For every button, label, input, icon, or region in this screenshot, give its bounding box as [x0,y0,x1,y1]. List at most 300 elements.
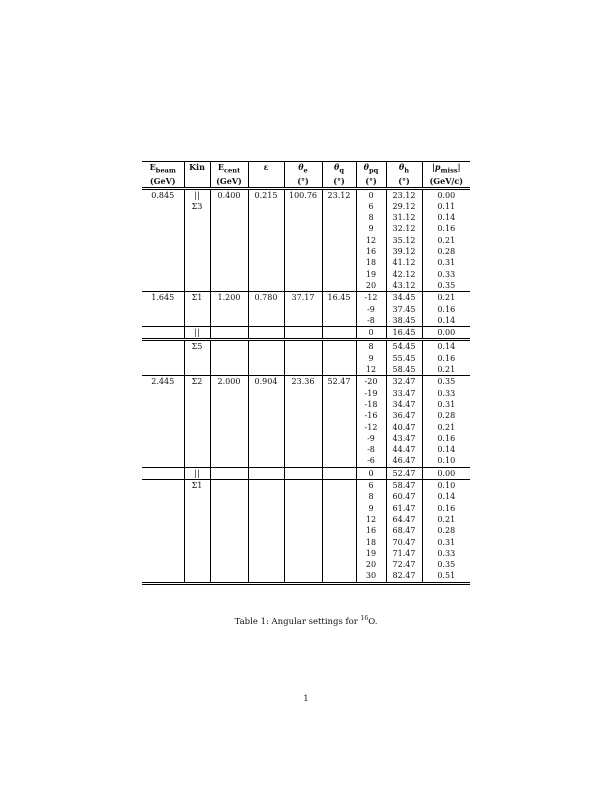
cell-theta-h: 37.45 [386,304,422,315]
cell-theta-e [284,503,322,514]
cell-theta-e [284,257,322,268]
cell-theta-e: 37.17 [284,292,322,304]
cell-kin [184,315,210,327]
cell-ebeam [142,304,184,315]
cell-epsilon [248,257,284,268]
page-number: 1 [303,694,309,704]
cell-theta-e [284,269,322,280]
unit-theta-h: (°) [386,176,422,188]
cell-theta-pq: 0 [356,467,386,479]
cell-kin [184,433,210,444]
cell-epsilon [248,525,284,536]
cell-pmiss: 0.33 [422,548,470,559]
cell-theta-h: 68.47 [386,525,422,536]
cell-theta-q [322,399,356,410]
cell-ebeam [142,223,184,234]
cell-epsilon: 0.215 [248,188,284,201]
cell-theta-h: 34.45 [386,292,422,304]
cell-theta-q [322,480,356,492]
cell-theta-pq: 20 [356,280,386,292]
cell-theta-pq: 6 [356,201,386,212]
cell-theta-e [284,537,322,548]
cell-theta-q [322,364,356,376]
cell-ebeam: 2.445 [151,377,175,387]
cell-ebeam [142,280,184,292]
cell-epsilon: 0.780 [248,292,284,304]
cell-ebeam [142,491,184,502]
cell-pmiss: 0.14 [422,340,470,353]
cell-theta-e [284,353,322,364]
table-row [142,444,470,455]
cell-kin: Σ1 [184,292,210,304]
cell-theta-pq: -12 [356,292,386,304]
cell-theta-h: 34.47 [386,399,422,410]
cell-kin: || [184,327,210,340]
cell-ecent [210,223,248,234]
unit-ebeam: (GeV) [149,176,176,187]
cell-theta-pq: 12 [356,364,386,376]
cell-theta-h: 71.47 [386,548,422,559]
cell-ebeam [142,537,184,548]
table-body [142,188,470,583]
table-row [142,388,470,399]
cell-pmiss: 0.35 [422,280,470,292]
header-row-1 [142,162,470,177]
cell-pmiss: 0.31 [422,257,470,268]
cell-pmiss: 0.10 [422,480,470,492]
settings-table-container [142,161,470,585]
cell-ebeam: 0.845 [151,190,175,200]
cell-theta-h: 31.12 [386,212,422,223]
cell-ecent [210,537,248,548]
cell-epsilon [248,353,284,364]
cell-theta-pq: 20 [356,559,386,570]
cell-epsilon [248,444,284,455]
cell-theta-pq: 0 [356,327,386,340]
cell-epsilon [248,212,284,223]
col-header-theta-pq: $\theta_{pq}$ [356,162,386,177]
cell-theta-e [284,525,322,536]
col-header-epsilon: ε [248,162,284,177]
cell-theta-q [322,235,356,246]
cell-pmiss: 0.00 [422,188,470,201]
cell-ecent [210,480,248,492]
cell-kin [184,223,210,234]
cell-kin [184,246,210,257]
cell-ecent [210,315,248,327]
cell-theta-q [322,444,356,455]
col-header-pmiss: $|p_{miss}|$ [422,162,470,177]
table-row [142,570,470,583]
cell-theta-e [284,399,322,410]
table-row [142,223,470,234]
cell-theta-pq: 8 [356,212,386,223]
cell-theta-pq: 19 [356,269,386,280]
cell-theta-h: 40.47 [386,422,422,433]
cell-theta-h: 42.12 [386,269,422,280]
cell-epsilon [248,570,284,583]
cell-theta-e [284,212,322,223]
cell-epsilon [248,455,284,467]
cell-theta-pq: 30 [356,570,386,583]
cell-theta-pq: -6 [356,455,386,467]
cell-theta-h: 32.12 [386,223,422,234]
cell-ebeam [142,353,184,364]
cell-theta-h: 58.47 [386,480,422,492]
cell-theta-h: 33.47 [386,388,422,399]
cell-theta-q [322,304,356,315]
cell-epsilon [248,340,284,353]
cell-theta-q [322,223,356,234]
cell-ebeam [142,212,184,223]
cell-kin [184,525,210,536]
cell-theta-pq: 19 [356,548,386,559]
table-row [142,455,470,467]
cell-theta-q [322,327,356,340]
cell-ecent [210,353,248,364]
cell-ebeam [142,548,184,559]
cell-pmiss: 0.35 [422,376,470,388]
cell-theta-pq: 16 [356,246,386,257]
table-row [142,327,470,340]
cell-ecent [210,503,248,514]
caption-prefix: Table 1: Angular settings for [234,616,361,627]
cell-ecent [210,304,248,315]
cell-pmiss: 0.31 [422,399,470,410]
cell-kin [184,212,210,223]
cell-kin: Σ5 [184,340,210,353]
cell-theta-pq: 12 [356,235,386,246]
table-row [142,559,470,570]
cell-epsilon [248,422,284,433]
cell-theta-pq: 6 [356,480,386,492]
cell-theta-pq: 16 [356,525,386,536]
cell-theta-e [284,340,322,353]
cell-ecent [210,280,248,292]
cell-ecent [210,491,248,502]
cell-pmiss: 0.21 [422,422,470,433]
angular-settings-table [142,161,470,585]
cell-theta-e [284,388,322,399]
cell-theta-h: 52.47 [386,467,422,479]
cell-pmiss: 0.14 [422,315,470,327]
cell-pmiss: 0.28 [422,246,470,257]
table-row [142,280,470,292]
cell-theta-q [322,491,356,502]
table-row [142,399,470,410]
cell-epsilon [248,235,284,246]
cell-pmiss: 0.21 [422,514,470,525]
table-row [142,480,470,492]
cell-epsilon [248,410,284,421]
cell-theta-q: 23.12 [322,188,356,201]
cell-epsilon [248,433,284,444]
cell-kin: || [184,467,210,479]
col-header-theta-e: $\theta_e$ [284,162,322,177]
table-row [142,188,470,201]
cell-kin [184,537,210,548]
cell-pmiss: 0.21 [422,235,470,246]
cell-theta-h: 72.47 [386,559,422,570]
cell-ecent [210,467,248,479]
cell-theta-q [322,246,356,257]
cell-kin [184,280,210,292]
table-row [142,514,470,525]
cell-theta-h: 54.45 [386,340,422,353]
table-row [142,304,470,315]
cell-epsilon [248,548,284,559]
cell-theta-pq: 9 [356,503,386,514]
cell-theta-q [322,433,356,444]
cell-theta-q [322,455,356,467]
cell-theta-q [322,570,356,583]
caption-suffix: O. [368,616,378,627]
cell-pmiss: 0.51 [422,570,470,583]
cell-theta-h: 16.45 [386,327,422,340]
cell-epsilon [248,223,284,234]
cell-theta-q [322,503,356,514]
cell-epsilon [248,503,284,514]
cell-theta-e [284,559,322,570]
cell-theta-q [322,537,356,548]
cell-theta-e: 100.76 [284,188,322,201]
cell-theta-pq: -12 [356,422,386,433]
cell-epsilon [248,201,284,212]
cell-ebeam [142,480,184,492]
cell-kin [184,364,210,376]
cell-theta-pq: 9 [356,223,386,234]
cell-theta-pq: 18 [356,537,386,548]
cell-theta-q [322,201,356,212]
cell-pmiss: 0.14 [422,444,470,455]
header-row-2 [142,176,470,188]
caption-isotope-mass: 16 [360,615,369,622]
cell-theta-h: 36.47 [386,410,422,421]
cell-theta-h: 43.12 [386,280,422,292]
cell-ebeam: 1.645 [151,293,175,303]
cell-ebeam [142,257,184,268]
cell-theta-q [322,269,356,280]
table-row [142,422,470,433]
cell-theta-pq: 8 [356,491,386,502]
cell-theta-pq: -9 [356,433,386,444]
cell-theta-pq: 8 [356,340,386,353]
cell-theta-q [322,410,356,421]
cell-epsilon [248,467,284,479]
cell-theta-e: 23.36 [284,376,322,388]
cell-epsilon [248,480,284,492]
table-row [142,235,470,246]
cell-theta-pq: 9 [356,353,386,364]
table-row [142,491,470,502]
cell-kin [184,399,210,410]
table-row [142,364,470,376]
unit-ecent: (GeV) [210,176,248,188]
cell-ebeam [142,444,184,455]
col-header-ecent: $E_{cent}$ [210,162,248,177]
cell-ebeam [142,570,184,583]
cell-theta-h: 46.47 [386,455,422,467]
cell-ebeam [142,455,184,467]
cell-epsilon [248,388,284,399]
cell-kin [184,257,210,268]
cell-theta-e [284,433,322,444]
cell-theta-e [284,304,322,315]
cell-pmiss: 0.00 [422,327,470,340]
cell-pmiss: 0.16 [422,353,470,364]
cell-theta-q [322,340,356,353]
cell-theta-e [284,280,322,292]
cell-pmiss: 0.35 [422,559,470,570]
table-row [142,246,470,257]
cell-ebeam [142,327,184,340]
cell-ecent [210,364,248,376]
cell-theta-e [284,235,322,246]
cell-kin [184,388,210,399]
cell-theta-h: 41.12 [386,257,422,268]
cell-pmiss: 0.33 [422,388,470,399]
cell-theta-e [284,444,322,455]
cell-ecent [210,235,248,246]
table-row [142,537,470,548]
cell-theta-h: 44.47 [386,444,422,455]
cell-pmiss: 0.28 [422,525,470,536]
cell-theta-e [284,246,322,257]
cell-epsilon [248,327,284,340]
cell-theta-pq: -19 [356,388,386,399]
cell-theta-h: 82.47 [386,570,422,583]
cell-theta-q: 52.47 [322,376,356,388]
cell-theta-h: 39.12 [386,246,422,257]
cell-theta-pq: 0 [356,188,386,201]
cell-ecent [210,388,248,399]
table-row [142,410,470,421]
cell-theta-e [284,491,322,502]
cell-pmiss: 0.14 [422,212,470,223]
cell-ecent [210,410,248,421]
table-caption [0,615,612,627]
cell-theta-q [322,514,356,525]
cell-theta-q [322,559,356,570]
cell-ebeam [142,246,184,257]
cell-epsilon [248,246,284,257]
cell-theta-q [322,467,356,479]
cell-theta-h: 43.47 [386,433,422,444]
cell-kin [184,410,210,421]
cell-theta-h: 35.12 [386,235,422,246]
cell-theta-q [322,315,356,327]
cell-pmiss: 0.11 [422,201,470,212]
table-row [142,292,470,304]
cell-pmiss: 0.16 [422,503,470,514]
cell-kin: || [184,188,210,201]
table-row [142,201,470,212]
cell-theta-e [284,480,322,492]
cell-kin: Σ3 [184,201,210,212]
table-row [142,503,470,514]
cell-theta-h: 32.47 [386,376,422,388]
cell-kin [184,235,210,246]
table-row [142,315,470,327]
unit-theta-pq: (°) [356,176,386,188]
cell-theta-q [322,548,356,559]
cell-theta-q [322,422,356,433]
table-row [142,212,470,223]
col-header-ebeam: $E_{beam}$ [149,162,176,175]
cell-ecent [210,570,248,583]
cell-pmiss: 0.16 [422,433,470,444]
cell-pmiss: 0.16 [422,223,470,234]
unit-epsilon [248,176,284,188]
cell-kin [184,444,210,455]
cell-theta-pq: 12 [356,514,386,525]
cell-theta-h: 58.45 [386,364,422,376]
cell-theta-pq: -8 [356,315,386,327]
cell-pmiss: 0.00 [422,467,470,479]
unit-kin [184,176,210,188]
cell-ecent [210,257,248,268]
cell-ebeam [142,503,184,514]
cell-pmiss: 0.21 [422,364,470,376]
cell-ecent [210,559,248,570]
cell-kin [184,548,210,559]
cell-ebeam [142,201,184,212]
col-header-kin: Kin [184,162,210,177]
cell-theta-h: 38.45 [386,315,422,327]
cell-ecent [210,514,248,525]
cell-ebeam [142,399,184,410]
cell-ecent: 2.000 [210,376,248,388]
cell-ebeam [142,315,184,327]
cell-ecent [210,246,248,257]
cell-theta-q [322,257,356,268]
cell-kin [184,570,210,583]
cell-epsilon [248,304,284,315]
cell-pmiss: 0.31 [422,537,470,548]
cell-theta-q [322,353,356,364]
cell-ebeam [142,388,184,399]
cell-kin: Σ1 [184,480,210,492]
table-row [142,257,470,268]
cell-ecent [210,327,248,340]
col-header-theta-h: $\theta_h$ [386,162,422,177]
cell-theta-e [284,364,322,376]
col-header-theta-q: $\theta_q$ [322,162,356,177]
cell-pmiss: 0.16 [422,304,470,315]
cell-ecent [210,201,248,212]
cell-ecent [210,455,248,467]
cell-pmiss: 0.28 [422,410,470,421]
cell-ecent [210,525,248,536]
cell-ecent [210,212,248,223]
cell-theta-h: 70.47 [386,537,422,548]
cell-ebeam [142,525,184,536]
cell-theta-pq: 18 [356,257,386,268]
cell-kin [184,491,210,502]
cell-ecent [210,548,248,559]
table-row [142,467,470,479]
cell-ecent: 0.400 [210,188,248,201]
cell-theta-e [284,422,322,433]
cell-ebeam [142,269,184,280]
cell-theta-pq: -9 [356,304,386,315]
table-row [142,376,470,388]
table-row [142,525,470,536]
cell-theta-pq: -20 [356,376,386,388]
cell-pmiss: 0.33 [422,269,470,280]
cell-theta-pq: -18 [356,399,386,410]
cell-theta-q [322,212,356,223]
